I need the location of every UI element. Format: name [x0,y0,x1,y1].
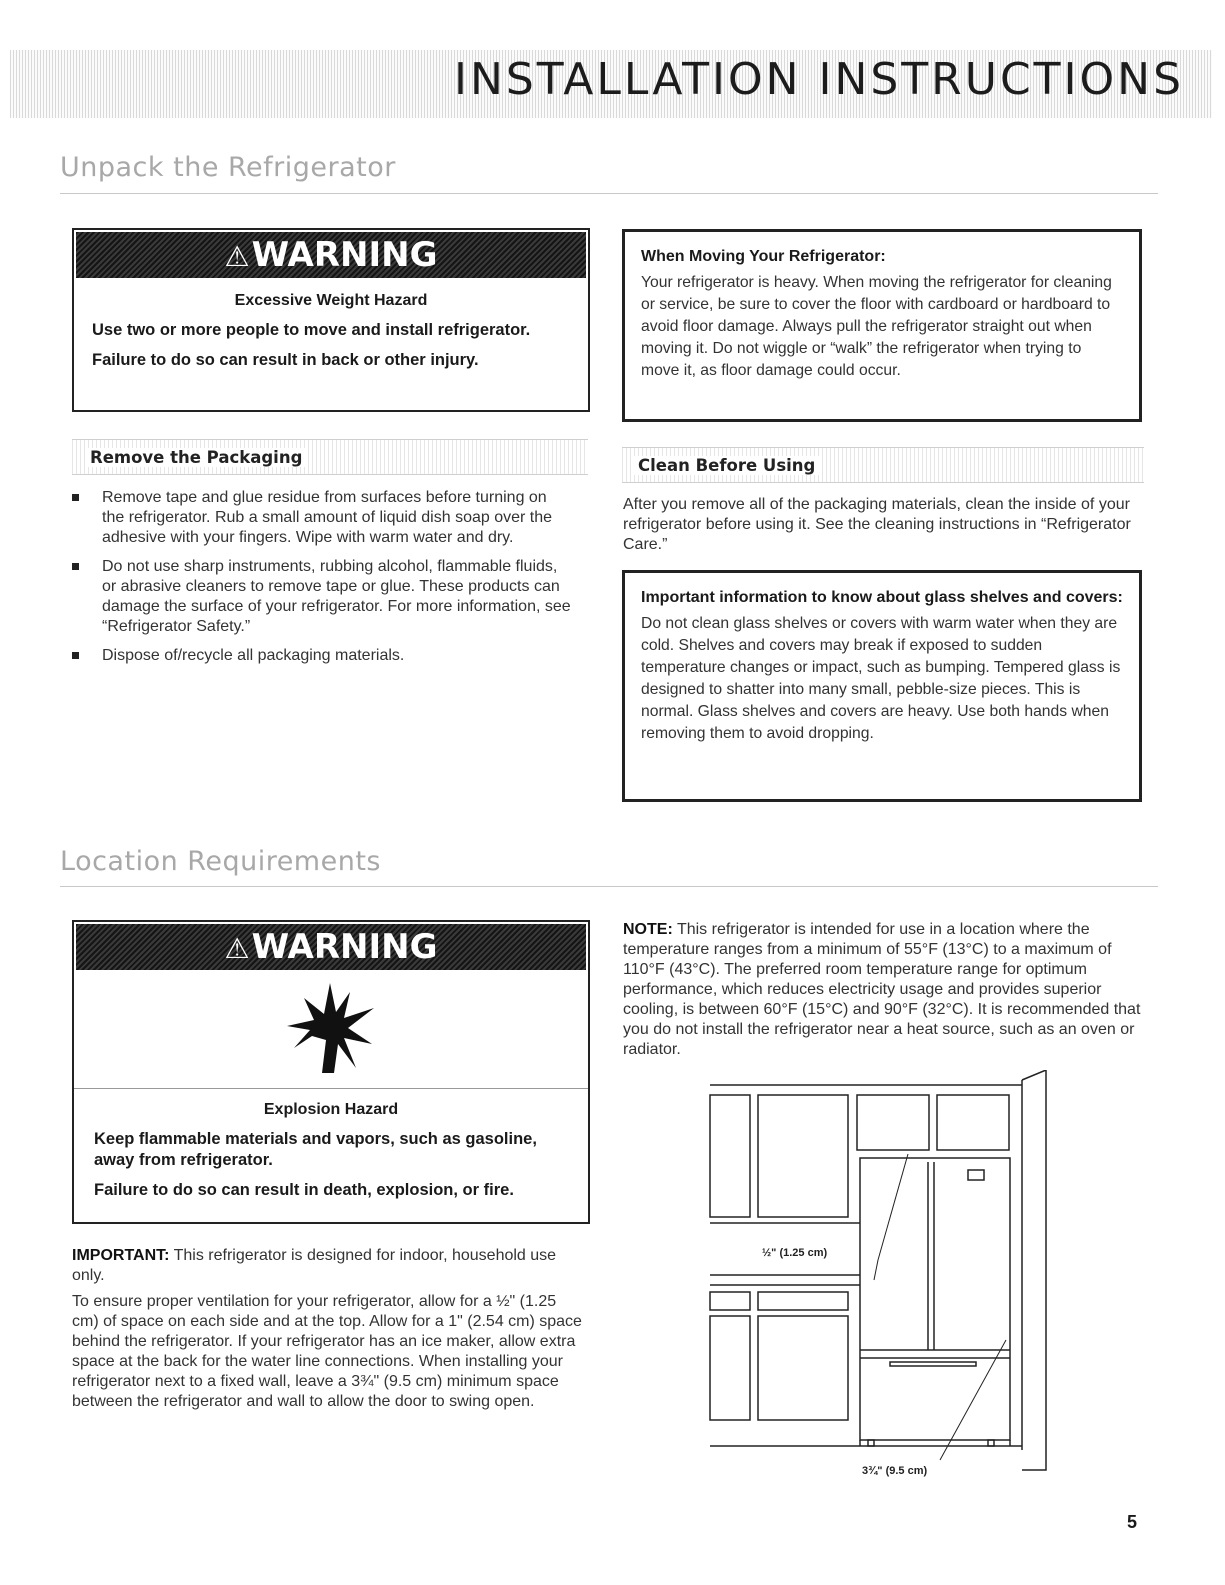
warning-triangle-icon: ⚠ [224,932,250,965]
section-rule [60,193,1158,194]
warning-instruction: Keep flammable materials and vapors, such as gasoline, away from refrigerator. [94,1130,537,1169]
subsection-title-clean: Clean Before Using [634,456,819,475]
clean-body: After you remove all of the packaging materials, clean the inside of your refrigerator before using it. See the cleaning instructions in “Refrigerator Care.” [623,496,1131,553]
warning-consequence: Failure to do so can result in death, explosion, or fire. [94,1181,514,1199]
section-rule [60,886,1158,887]
note-label: NOTE: [623,921,673,938]
warning-consequence: Failure to do so can result in back or other injury. [92,351,479,369]
subsection-title-remove-packaging: Remove the Packaging [86,448,306,467]
dimension-label-side: ½" (1.25 cm) [762,1247,828,1259]
section-title-unpack: Unpack the Refrigerator [60,152,396,183]
dimension-label-wall: 3¾" (9.5 cm) [862,1465,928,1477]
header-banner [10,50,1212,118]
ventilation-paragraph: To ensure proper ventilation for your refrigerator, allow for a ½" (1.25 cm) of space on each side and at the top. Allow for a 1" (2.54 cm) space behind the refrigerator. If your refrigerator has an ice maker, allow extra space at the back for the water line connections. When installing your refrigerator next to a fixed wall, leave a 3¾" (9.5 cm) minimum space between the refrigerator and wall to allow the door to swing open. [72,1293,582,1410]
warning-label: WARNING [251,235,438,275]
glass-box-heading: Important information to know about glass shelves and covers: [641,589,1123,606]
warning-box-explosion [72,920,590,1224]
section-title-location: Location Requirements [60,846,381,877]
warning-hazard-title: Excessive Weight Hazard [234,292,428,309]
warning-instruction: Use two or more people to move and install refrigerator. [92,321,531,339]
important-text: This refrigerator is designed for indoor, household use only. [72,1247,557,1284]
important-paragraph [72,1246,587,1286]
note-paragraph [623,920,1145,1060]
moving-info-box [622,229,1142,422]
warning-header [76,924,586,970]
moving-box-heading: When Moving Your Refrigerator: [641,248,886,265]
list-item: Dispose of/recycle all packaging materials. [72,646,572,666]
warning-hazard-title: Explosion Hazard [263,1101,399,1118]
page-header-title: INSTALLATION INSTRUCTIONS [453,54,1184,105]
list-item: Do not use sharp instruments, rubbing alcohol, flammable fluids, or abrasive cleaners to remove tape or glue. These products can damage the surface of your refrigerator. For more information, see “Refrigerator Safety.” [72,557,572,637]
clearance-diagram [700,1070,1060,1480]
note-text: This refrigerator is intended for use in a location where the temperature ranges from a minimum of 55°F (13°C) to a maximum of 110°F (43°C). The preferred room temperature range for optimum performance, which reduces electricity usage and provides superior cooling, is between 60°F (15°C) and 90°F (32°C). It is recommended that you do not install the refrigerator near a heat source, such as an oven or radiator. [623,921,1141,1058]
explosion-icon [74,972,588,1088]
glass-info-box [622,570,1142,802]
moving-box-body: Your refrigerator is heavy. When moving the refrigerator for cleaning or service, be sure to cover the floor with cardboard or hardboard to avoid floor damage. Always pull the refrigerator straight out when moving it. Do not wiggle or “walk” the refrigerator when trying to move it, as floor damage could occur. [641,274,1112,379]
page-number: 5 [1126,1512,1137,1532]
important-label: IMPORTANT: [72,1247,170,1264]
warning-header [76,232,586,278]
glass-box-body: Do not clean glass shelves or covers with warm water when they are cold. Shelves and covers may break if exposed to sudden temperature changes or impact, such as bumping. Tempered glass is designed to shatter into many small, pebble-size pieces. This is normal. Glass shelves and covers are heavy. Use both hands when removing them to avoid dropping. [641,615,1121,742]
warning-box-weight [72,228,590,412]
warning-triangle-icon: ⚠ [224,240,250,273]
list-item: Remove tape and glue residue from surfaces before turning on the refrigerator. Rub a small amount of liquid dish soap over the adhesive with your fingers. Wipe with warm water and dry. [72,488,572,548]
warning-label: WARNING [251,927,438,967]
packaging-list [72,488,572,675]
